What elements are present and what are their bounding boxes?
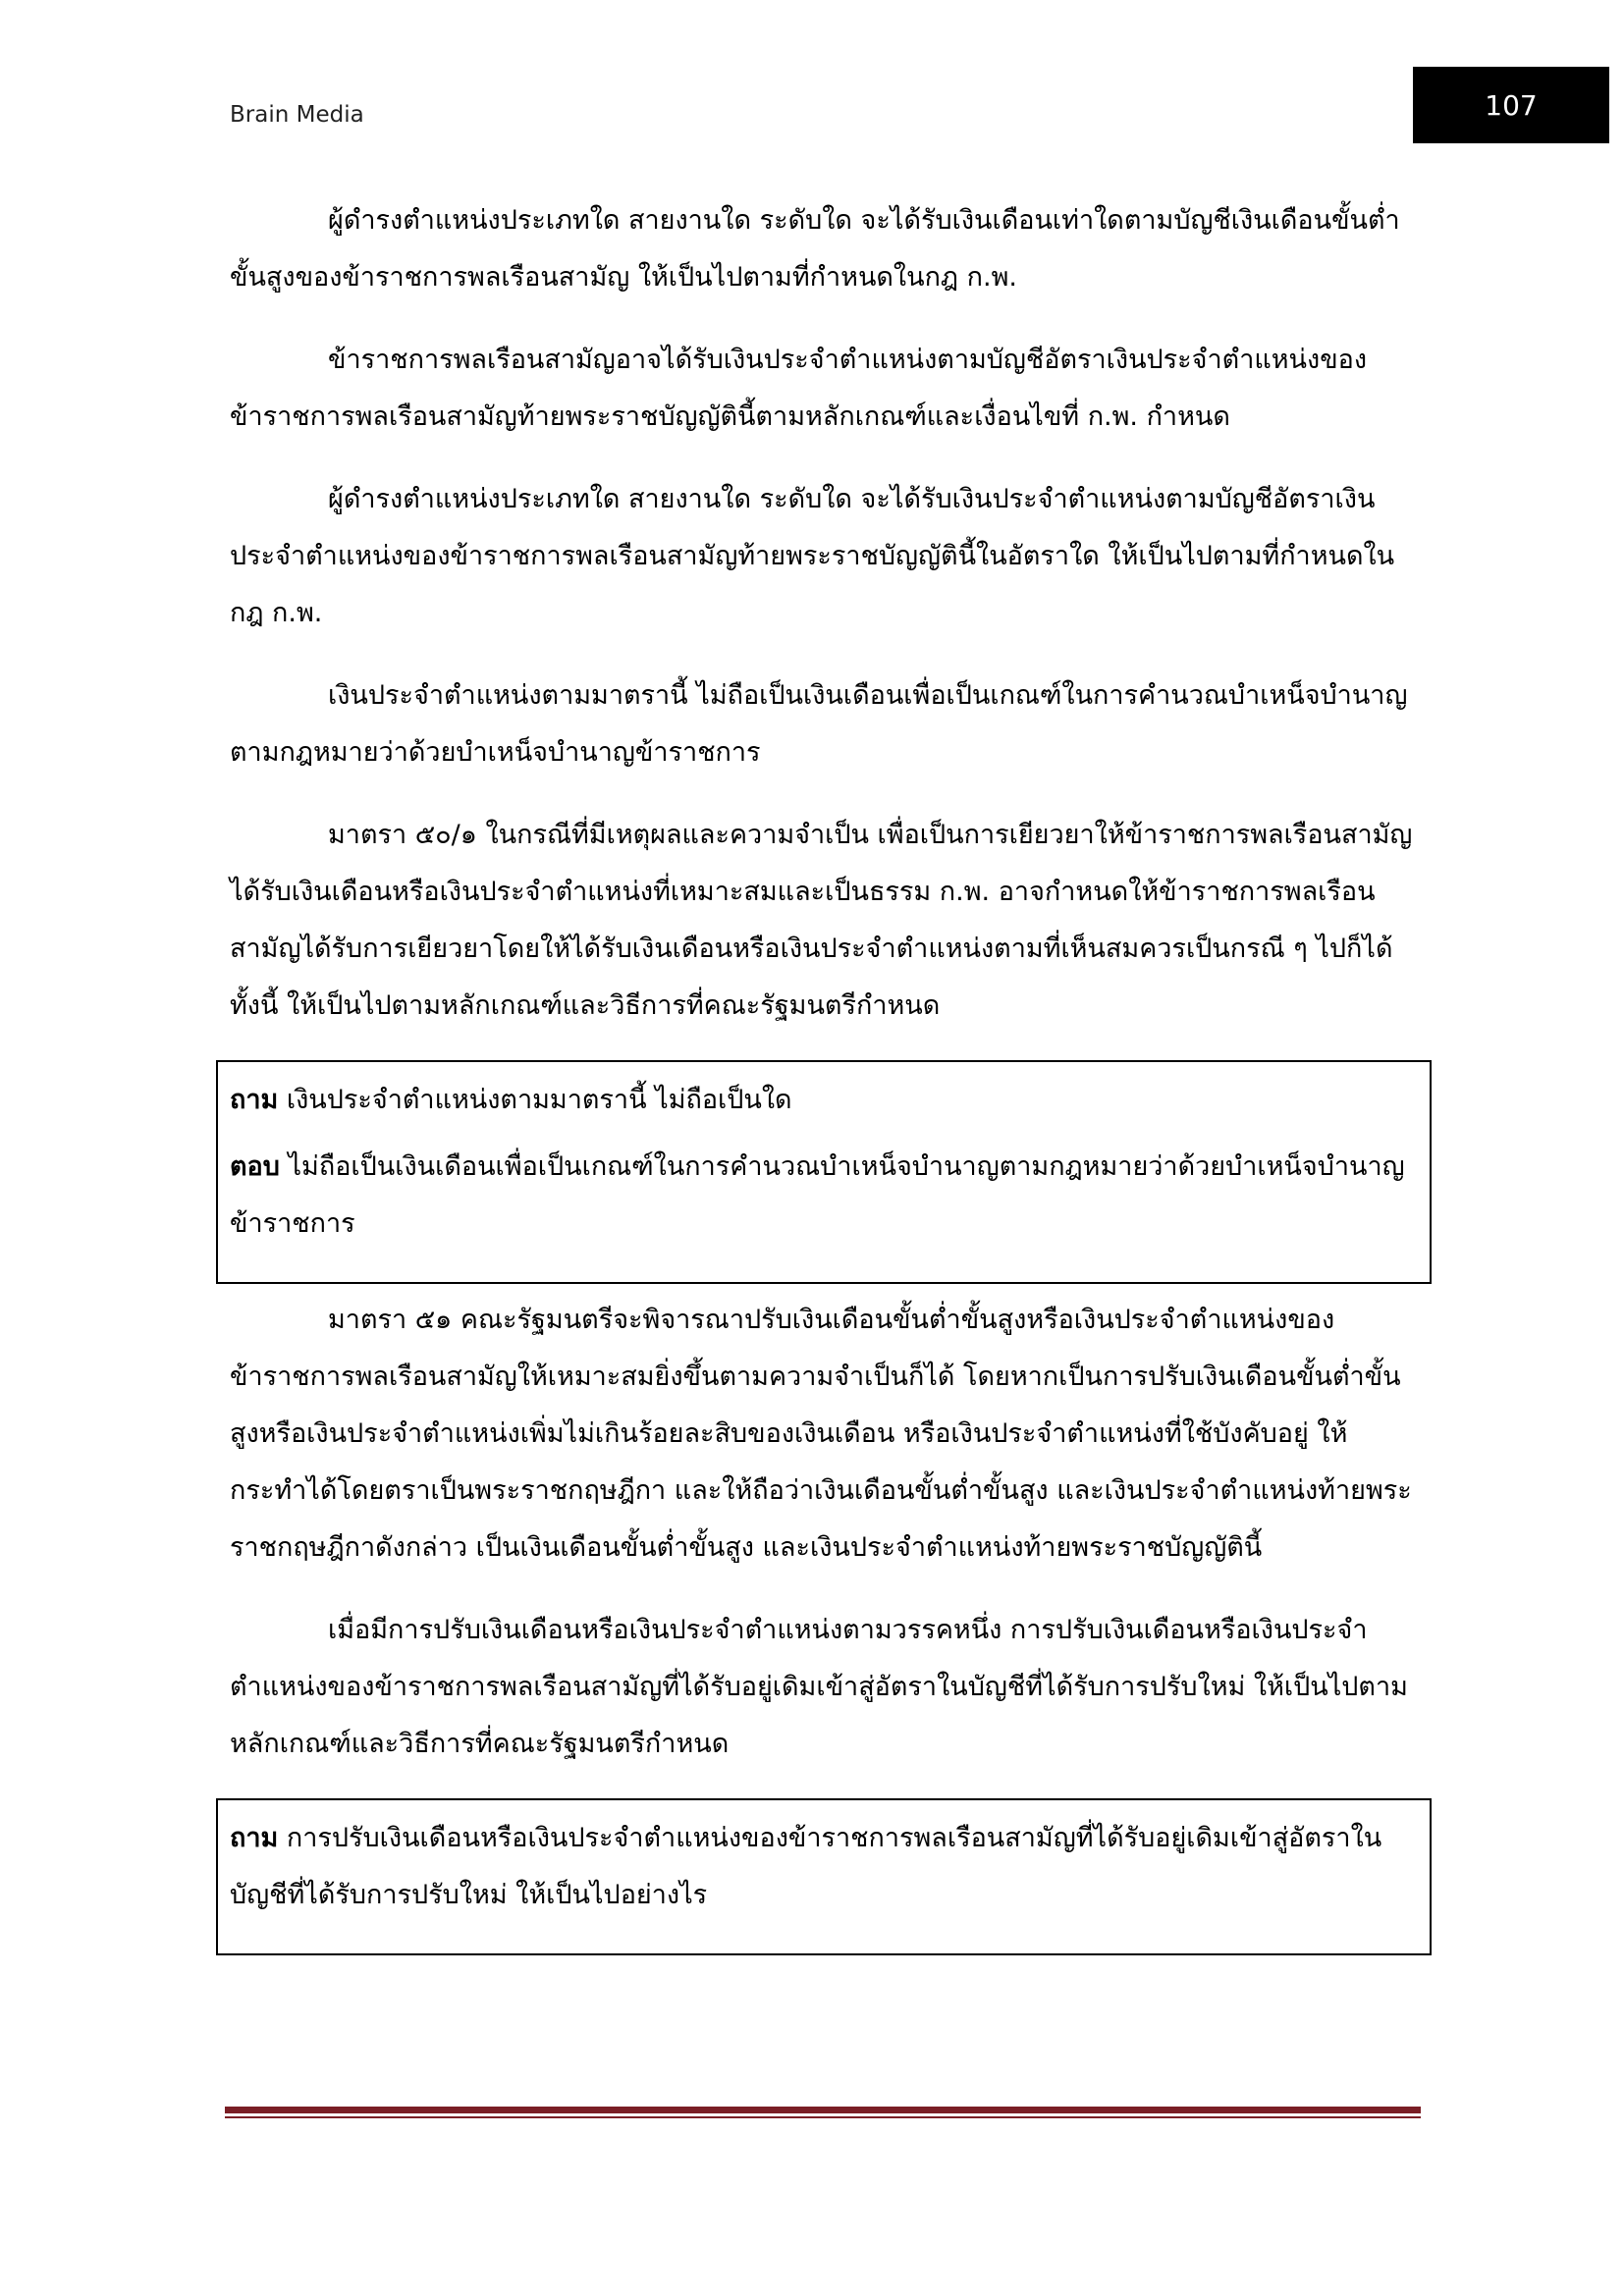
qa-box-2 xyxy=(216,1798,1432,1955)
footer-rule xyxy=(225,2107,1421,2113)
paragraph: ผู้ดำรงตำแหน่งประเภทใด สายงานใด ระดับใด จะได้รับเงินเดือนเท่าใดตามบัญชีเงินเดือนขั้นต่ำขั้นสูงของข้าราชการพลเรือนสามัญ ให้เป็นไปตามที่กำหนดในกฎ ก.พ. xyxy=(230,205,1400,293)
question xyxy=(230,1072,1418,1129)
question-label: ถาม xyxy=(230,1085,279,1115)
question-text: การปรับเงินเดือนหรือเงินประจำตำแหน่งของข้าราชการพลเรือนสามัญที่ได้รับอยู่เดิมเข้าสู่อัตราในบัญชีที่ได้รับการปรับใหม่ ให้เป็นไปอย่างไร xyxy=(230,1823,1382,1910)
page-number: 107 xyxy=(1485,88,1538,122)
question xyxy=(230,1810,1418,1924)
paragraph: ผู้ดำรงตำแหน่งประเภทใด สายงานใด ระดับใด จะได้รับเงินประจำตำแหน่งตามบัญชีอัตราเงินประจำตำแหน่งของข้าราชการพลเรือนสามัญท้ายพระราชบัญญัตินี้ในอัตราใด ให้เป็นไปตามที่กำหนดในกฎ ก.พ. xyxy=(230,484,1395,628)
answer-text: ไม่ถือเป็นเงินเดือนเพื่อเป็นเกณฑ์ในการคำนวณบำเหน็จบำนาญตามกฎหมายว่าด้วยบำเหน็จบำนาญข้าราชการ xyxy=(230,1151,1405,1239)
qa-box-1 xyxy=(216,1060,1432,1284)
paragraph: มาตรา ๕๑ คณะรัฐมนตรีจะพิจารณาปรับเงินเดือนขั้นต่ำขั้นสูงหรือเงินประจำตำแหน่งของข้าราชการพลเรือนสามัญให้เหมาะสมยิ่งขึ้นตามความจำเป็นก็ได้ โดยหากเป็นการปรับเงินเดือนขั้นต่ำขั้นสูงหรือเงินประจำตำแหน่งเพิ่มไม่เกินร้อยละสิบของเงินเดือน หรือเงินประจำตำแหน่งที่ใช้บังคับอยู่ ให้กระทำได้โดยตราเป็นพระราชกฤษฎีกา และให้ถือว่าเงินเดือนขั้นต่ำขั้นสูง และเงินประจำตำแหน่งท้ายพระราชกฤษฎีกาดังกล่าว เป็นเงินเดือนขั้นต่ำขั้นสูง และเงินประจำตำแหน่งท้ายพระราชบัญญัตินี้ xyxy=(230,1305,1412,1563)
answer xyxy=(230,1139,1418,1253)
paragraph: เมื่อมีการปรับเงินเดือนหรือเงินประจำตำแหน่งตามวรรคหนึ่ง การปรับเงินเดือนหรือเงินประจำตำแหน่งของข้าราชการพลเรือนสามัญที่ได้รับอยู่เดิมเข้าสู่อัตราในบัญชีที่ได้รับการปรับใหม่ ให้เป็นไปตามหลักเกณฑ์และวิธีการที่คณะรัฐมนตรีกำหนด xyxy=(230,1615,1408,1759)
paragraph: ข้าราชการพลเรือนสามัญอาจได้รับเงินประจำตำแหน่งตามบัญชีอัตราเงินประจำตำแหน่งของข้าราชการพลเรือนสามัญท้ายพระราชบัญญัตินี้ตามหลักเกณฑ์และเงื่อนไขที่ ก.พ. กำหนด xyxy=(230,345,1368,432)
paragraph: เงินประจำตำแหน่งตามมาตรานี้ ไม่ถือเป็นเงินเดือนเพื่อเป็นเกณฑ์ในการคำนวณบำเหน็จบำนาญตามกฎหมายว่าด้วยบำเหน็จบำนาญข้าราชการ xyxy=(230,680,1408,768)
header-brand: Brain Media xyxy=(230,102,364,128)
answer-label: ตอบ xyxy=(230,1151,280,1182)
question-text: เงินประจำตำแหน่งตามมาตรานี้ ไม่ถือเป็นใด xyxy=(278,1085,792,1115)
page-content xyxy=(230,192,1418,1963)
page-number-badge xyxy=(1413,67,1609,143)
question-label: ถาม xyxy=(230,1823,279,1853)
footer-rule-thin xyxy=(225,2116,1421,2118)
paragraph: มาตรา ๕๐/๑ ในกรณีที่มีเหตุผลและความจำเป็น เพื่อเป็นการเยียวยาให้ข้าราชการพลเรือนสามัญได้รับเงินเดือนหรือเงินประจำตำแหน่งที่เหมาะสมและเป็นธรรม ก.พ. อาจกำหนดให้ข้าราชการพลเรือนสามัญได้รับการเยียวยาโดยให้ได้รับเงินเดือนหรือเงินประจำตำแหน่งตามที่เห็นสมควรเป็นกรณี ๆ ไปก็ได้ ทั้งนี้ ให้เป็นไปตามหลักเกณฑ์และวิธีการที่คณะรัฐมนตรีกำหนด xyxy=(230,820,1413,1021)
